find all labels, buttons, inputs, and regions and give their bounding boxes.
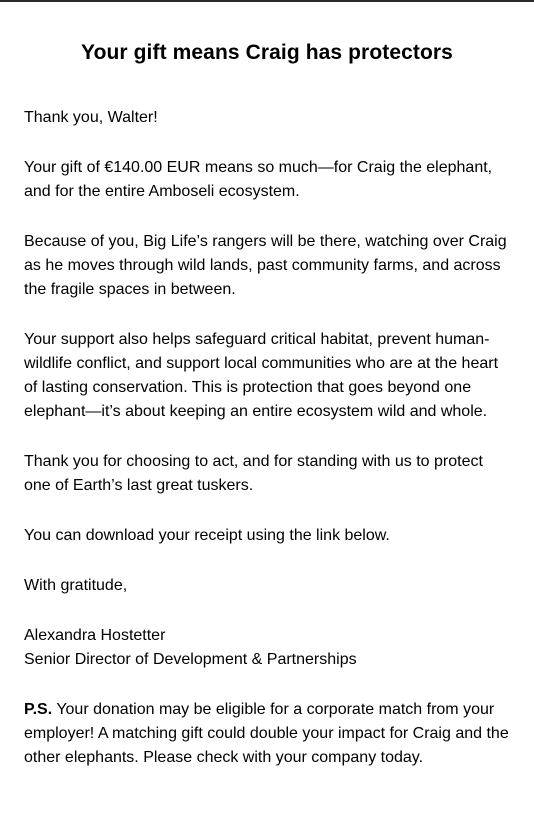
- paragraph-support: Your support also helps safeguard critical habitat, prevent human-wildlife conflict, and support local communities who are at the heart of lasting conservation. This is protection that goes beyond one elephant—it’s about keeping an entire ecosystem wild and whole.: [24, 331, 499, 420]
- greeting: Thank you, Walter!: [24, 109, 158, 126]
- signature-name: Alexandra Hostetter: [24, 627, 166, 644]
- paragraph-gift-amount: Your gift of €140.00 EUR means so much—for Craig the elephant, and for the entire Amboseli ecosystem.: [24, 159, 493, 200]
- email-body: [24, 106, 514, 796]
- postscript: [24, 698, 514, 770]
- paragraph-thank-you: Thank you for choosing to act, and for standing with us to protect one of Earth’s last great tuskers.: [24, 453, 483, 494]
- window-top-border: [0, 0, 534, 2]
- signature-role: Senior Director of Development & Partnerships: [24, 651, 357, 668]
- email-title: Your gift means Craig has protectors: [81, 41, 453, 64]
- closing: With gratitude,: [24, 577, 128, 594]
- ps-text: Your donation may be eligible for a corporate match from your employer! A matching gift could double your impact for Craig and the other elephants. Please check with your company today.: [24, 701, 509, 766]
- paragraph-receipt: You can download your receipt using the link below.: [24, 527, 390, 544]
- ps-label: P.S.: [24, 701, 53, 718]
- paragraph-rangers: Because of you, Big Life’s rangers will be there, watching over Craig as he moves through wild lands, past community farms, and across the fragile spaces in between.: [24, 233, 507, 298]
